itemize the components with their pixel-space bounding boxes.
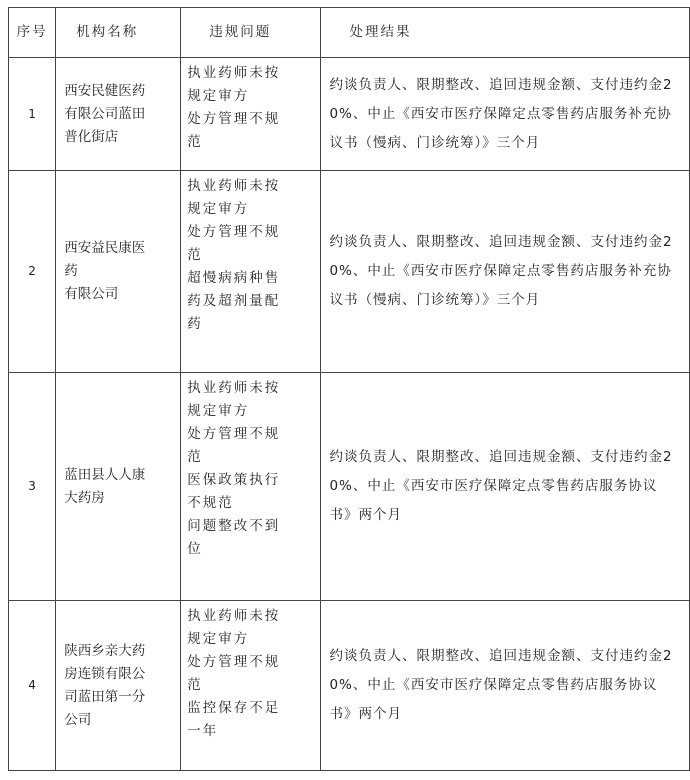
issue-line: 规定审方: [187, 88, 250, 104]
institution-name: [56, 58, 181, 171]
issue-line: 不规范: [187, 495, 234, 511]
name-line: 房连锁有限公: [64, 665, 146, 682]
name-line: 有限公司: [64, 286, 119, 302]
issue-line: 问题整改不到: [187, 518, 281, 534]
violation-issues: [181, 601, 321, 771]
issue-line: 药及超剂量配: [187, 293, 281, 309]
issue-line: 范: [187, 134, 203, 150]
row-number: 1: [9, 58, 56, 171]
name-line: 大药房: [64, 489, 105, 506]
name-line: 药: [64, 263, 78, 279]
issue-line: 规定审方: [187, 631, 250, 647]
penalty-result: 约谈负责人、限期整改、追回违规金额、支付违约金20%、中止《西安市医疗保障定点零售药店服务协议书》两个月: [321, 373, 690, 601]
institution-name: [56, 601, 181, 771]
row-number: 4: [9, 601, 56, 771]
issue-line: 范: [187, 677, 203, 693]
issue-line: 执业药师未按: [187, 65, 281, 81]
issue-line: 一年: [187, 723, 219, 739]
issue-line: 处方管理不规: [187, 224, 281, 240]
issue-line: 规定审方: [187, 403, 250, 419]
penalty-result: 约谈负责人、限期整改、追回违规金额、支付违约金20%、中止《西安市医疗保障定点零售药店服务补充协议书（慢病、门诊统筹）》三个月: [321, 58, 690, 171]
violation-issues: [181, 171, 321, 373]
penalty-result: 约谈负责人、限期整改、追回违规金额、支付违约金20%、中止《西安市医疗保障定点零售药店服务补充协议书（慢病、门诊统筹）》三个月: [321, 171, 690, 373]
issue-line: 处方管理不规: [187, 426, 281, 442]
issue-line: 超慢病病种售: [187, 270, 281, 286]
name-line: 公司: [64, 711, 92, 728]
header-no: 序号: [9, 8, 56, 58]
issue-line: 执业药师未按: [187, 380, 281, 396]
name-line: 普化街店: [64, 128, 119, 145]
penalty-result: 约谈负责人、限期整改、追回违规金额、支付违约金20%、中止《西安市医疗保障定点零售药店服务协议书》两个月: [321, 601, 690, 771]
issue-line: 位: [187, 541, 203, 557]
issue-line: 规定审方: [187, 201, 250, 217]
row-number: 3: [9, 373, 56, 601]
table-row: [9, 58, 690, 171]
issue-line: 处方管理不规: [187, 654, 281, 670]
header-name: 机构名称: [56, 8, 181, 58]
name-line: 蓝田县人人康: [64, 466, 146, 483]
issue-line: 医保政策执行: [187, 472, 281, 488]
violation-issues: [181, 58, 321, 171]
issue-line: 执业药师未按: [187, 608, 281, 624]
issue-line: 范: [187, 449, 203, 465]
issue-line: 执业药师未按: [187, 178, 281, 194]
table-row: [9, 601, 690, 771]
name-line: 有限公司蓝田: [64, 105, 146, 122]
header-result: 处理结果: [321, 8, 690, 58]
institution-name: [56, 373, 181, 601]
table-row: [9, 171, 690, 373]
row-number: 2: [9, 171, 56, 373]
name-line: 西安益民康医: [64, 240, 146, 256]
table-row: [9, 373, 690, 601]
issue-line: 监控保存不足: [187, 700, 281, 716]
issue-line: 处方管理不规: [187, 111, 281, 127]
issue-line: 药: [187, 316, 203, 332]
violation-issues: [181, 373, 321, 601]
name-line: 西安民健医药: [64, 82, 146, 99]
issue-line: 范: [187, 247, 203, 263]
name-line: 司蓝田第一分: [64, 688, 146, 705]
name-line: 陕西乡亲大药: [64, 642, 146, 659]
penalty-table: [8, 7, 690, 771]
institution-name: [56, 171, 181, 373]
header-row: [9, 8, 690, 58]
header-issue: 违规问题: [181, 8, 321, 58]
